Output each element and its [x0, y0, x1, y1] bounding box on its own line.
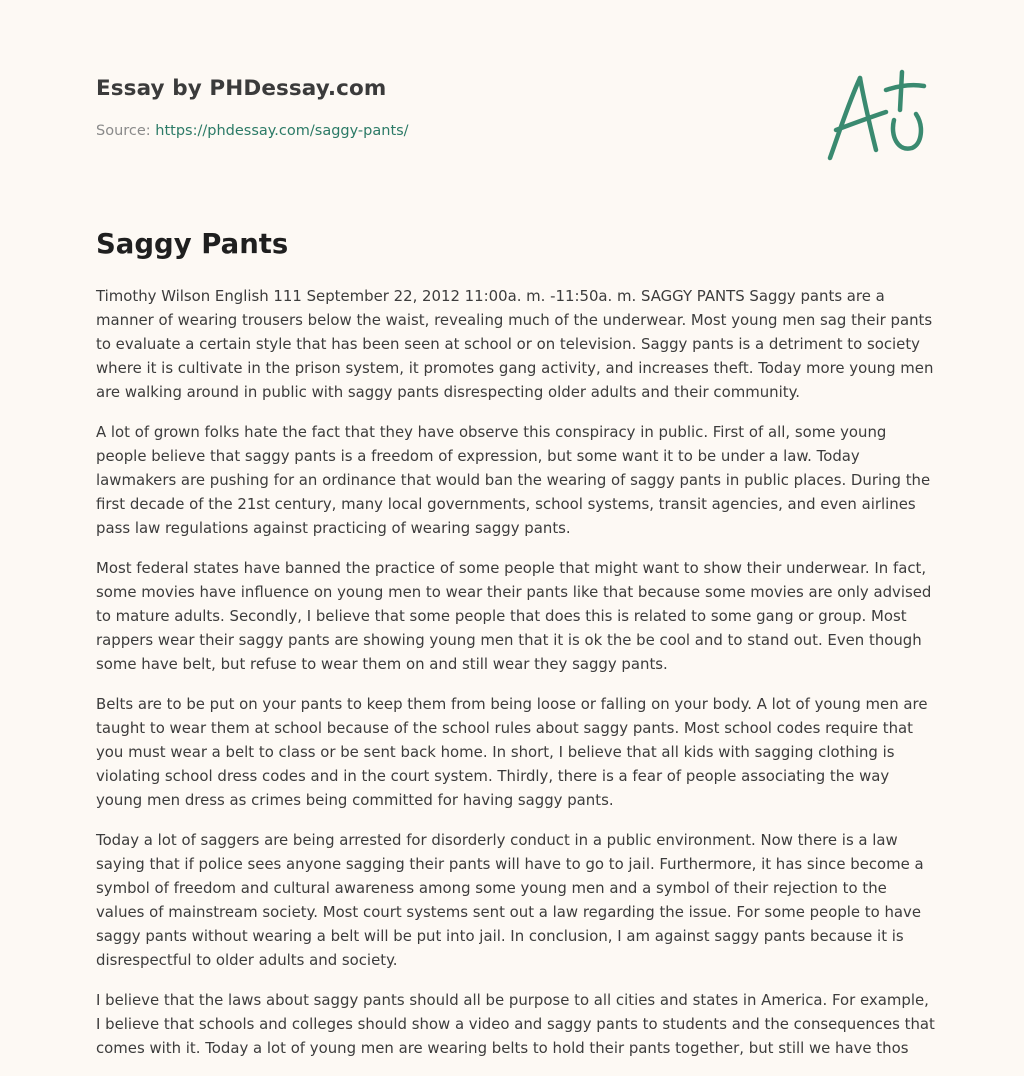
source-label: Source: [96, 123, 151, 139]
essay-paragraph: A lot of grown folks hate the fact that they have observe this conspiracy in public. First of all, some young people believe that saggy pants is a freedom of expression, but some want it to be under a law. Today lawmakers are pushing for an ordinance that would ban the wearing of saggy pants in public places. During the first decade of the 21st century, many local governments, school systems, transit agencies, and even airlines pass law regulations against practicing of wearing saggy pants. [96, 423, 931, 537]
essay-paragraph: Today a lot of saggers are being arrested for disorderly conduct in a public environment. Now there is a law saying that if police sees anyone sagging their pants will have to go to jail. Furthermore, it has since become a symbol of freedom and cultural awareness among some young men and a symbol of their rejection to the values of mainstream society. Most court systems sent out a law regarding the issue. For some people to have saggy pants without wearing a belt will be put into jail. In conclusion, I am against saggy pants because it is disrespectful to older adults and society. [96, 831, 924, 969]
essay-title: Saggy Pants [96, 228, 289, 260]
source-link[interactable]: https://phdessay.com/saggy-pants/ [155, 123, 409, 139]
essay-body [96, 284, 936, 1076]
essay-paragraph: I believe that the laws about saggy pants should all be purpose to all cities and states in America. For example, I believe that schools and colleges should show a video and saggy pants to students and the consequences that comes with it. Today a lot of young men are wearing belts to hold their pants together, but still we have thos [96, 991, 935, 1057]
site-brand: Essay by PHDessay.com [96, 76, 387, 101]
a-plus-grade-icon [820, 66, 930, 166]
header [96, 76, 936, 139]
essay-paragraph: Belts are to be put on your pants to keep them from being loose or falling on your body. A lot of young men are taught to wear them at school because of the school rules about saggy pants. Most school codes require that you must wear a belt to class or be sent back home. In short, I believe that all kids with sagging clothing is violating school dress codes and in the court system. Thirdly, there is a fear of people associating the way young men dress as crimes being committed for having saggy pants. [96, 695, 928, 809]
essay-paragraph: Most federal states have banned the practice of some people that might want to show their underwear. In fact, some movies have influence on young men to wear their pants like that because some movies are only advised to mature adults. Secondly, I believe that some people that does this is related to some gang or group. Most rappers wear their saggy pants are showing young men that it is ok the be cool and to stand out. Even though some have belt, but refuse to wear them on and still wear they saggy pants. [96, 559, 932, 673]
essay-paragraph: Timothy Wilson English 111 September 22, 2012 11:00a. m. -11:50a. m. SAGGY PANTS Saggy pants are a manner of wearing trousers below the waist, revealing much of the underwear. Most young men sag their pants to evaluate a certain style that has been seen at school or on television. Saggy pants is a detriment to society where it is cultivate in the prison system, it promotes gang activity, and increases theft. Today more young men are walking around in public with saggy pants disrespecting older adults and their community. [96, 287, 934, 401]
source-line [96, 123, 936, 139]
